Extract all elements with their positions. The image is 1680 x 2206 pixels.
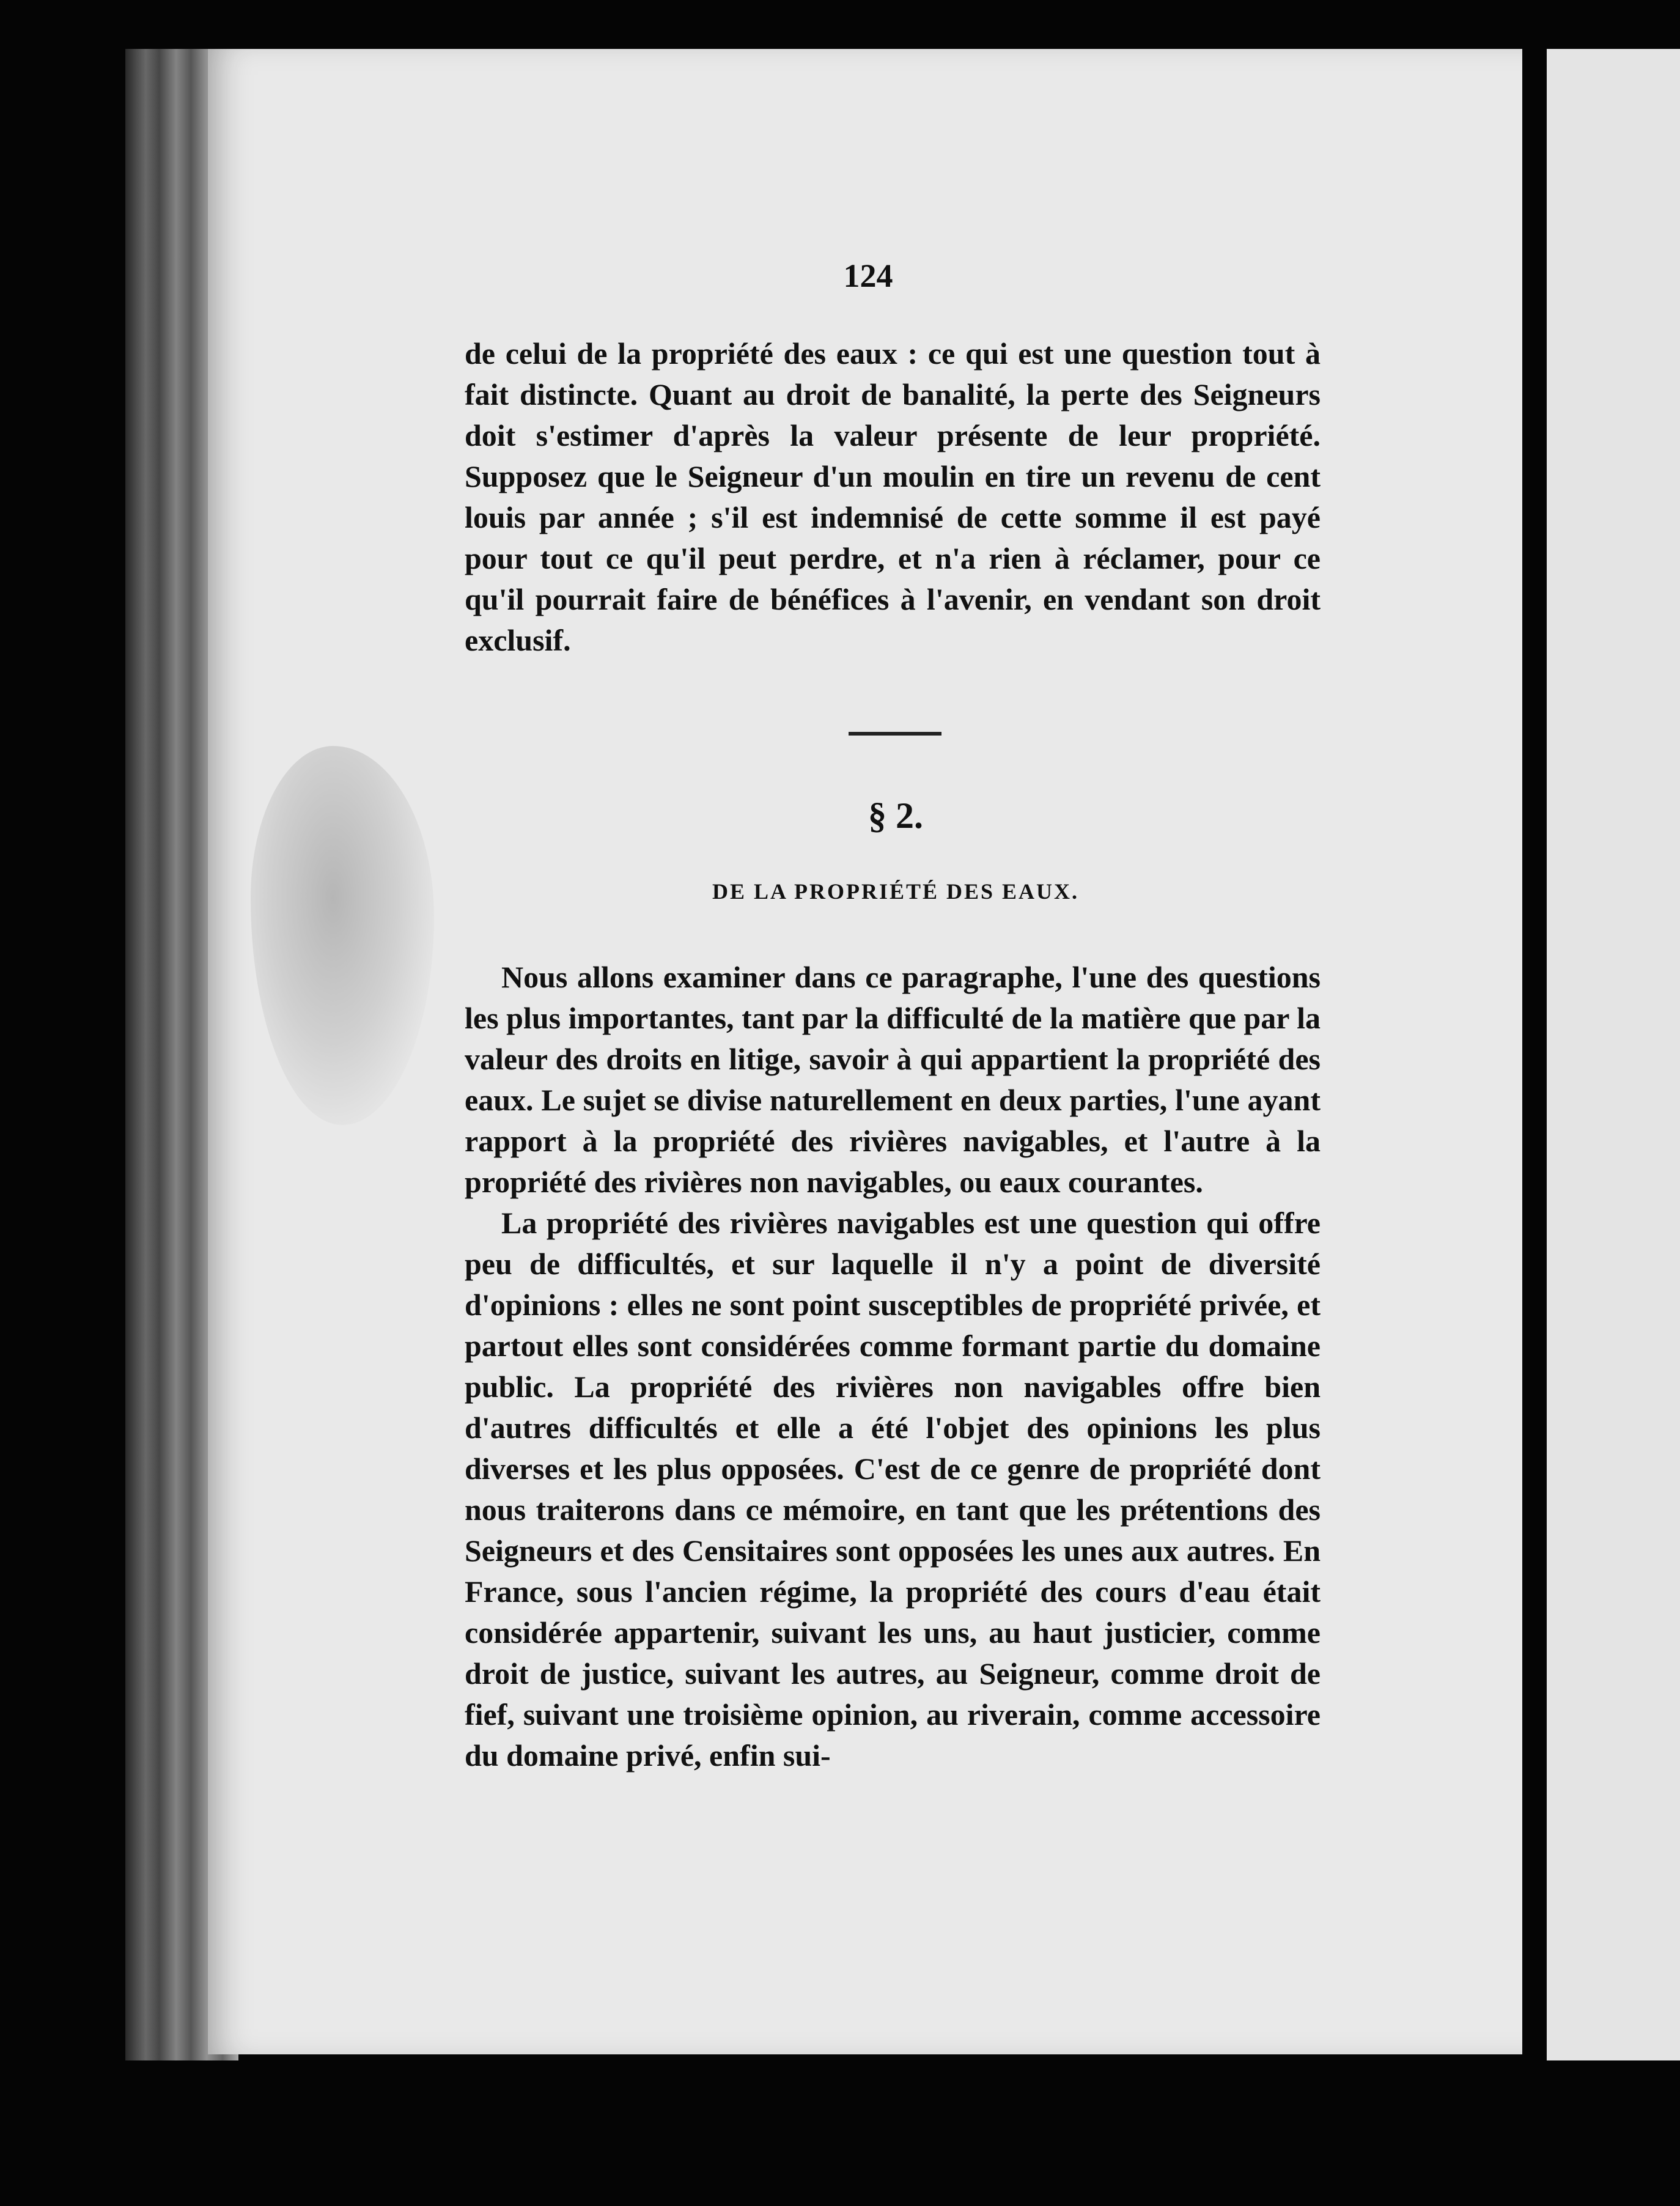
paragraph-text: de celui de la propriété des eaux : ce qui est une question tout à fait distincte. Quant au droit de banalité, la perte des Seigneurs doit s'estimer d'après la valeur présente de leur propriété. Supposez que le Seigneur d'un moulin en tire un revenu de cent louis par année ; s'il est indemnisé de cette somme il est payé pour tout ce qu'il peut perdre, et n'a rien à réclamer, pour ce qu'il pourrait faire de bénéfices à l'avenir, en vendant son droit exclusif. bbox=[465, 336, 1321, 657]
next-page-edge bbox=[1547, 49, 1680, 2060]
page-number: 124 bbox=[843, 257, 893, 294]
section-title: DE LA PROPRIÉTÉ DES EAUX. bbox=[712, 879, 1080, 904]
section-divider bbox=[849, 732, 941, 736]
paragraph-text: La propriété des rivières navigables est une question qui offre peu de difficultés, et sur laquelle il n'y a point de diversité d'opinions : elles ne sont point susceptibles de propriété privée, et partout elles sont considérées comme formant partie du domaine public. La propriété des rivières non navigables offre bien d'autres difficultés et elle a été l'objet des opinions les plus diverses et les plus opposées. C'est de ce genre de propriété dont nous traiterons dans ce mémoire, en tant que les prétentions des Seigneurs et des Censitaires sont opposées les unes aux autres. En France, sous l'ancien régime, la propriété des cours d'eau était considérée appartenir, suivant les uns, au haut justicier, comme droit de justice, suivant les autres, au Seigneur, comme droit de fief, suivant une troisième opinion, au riverain, comme accessoire du domaine privé, enfin sui- bbox=[465, 1206, 1321, 1773]
continued-paragraph bbox=[465, 333, 1321, 661]
section-mark: § 2. bbox=[868, 795, 923, 836]
section-body bbox=[465, 957, 1321, 1776]
paragraph-text: Nous allons examiner dans ce paragraphe, l'une des questions les plus importantes, tant par la difficulté de la matière que par la valeur des droits en litige, savoir à qui appartient la propriété des eaux. Le sujet se divise naturellement en deux parties, l'une ayant rapport à la propriété des rivières navigables, et l'autre à la propriété des rivières non navigables, ou eaux courantes. bbox=[465, 960, 1321, 1199]
